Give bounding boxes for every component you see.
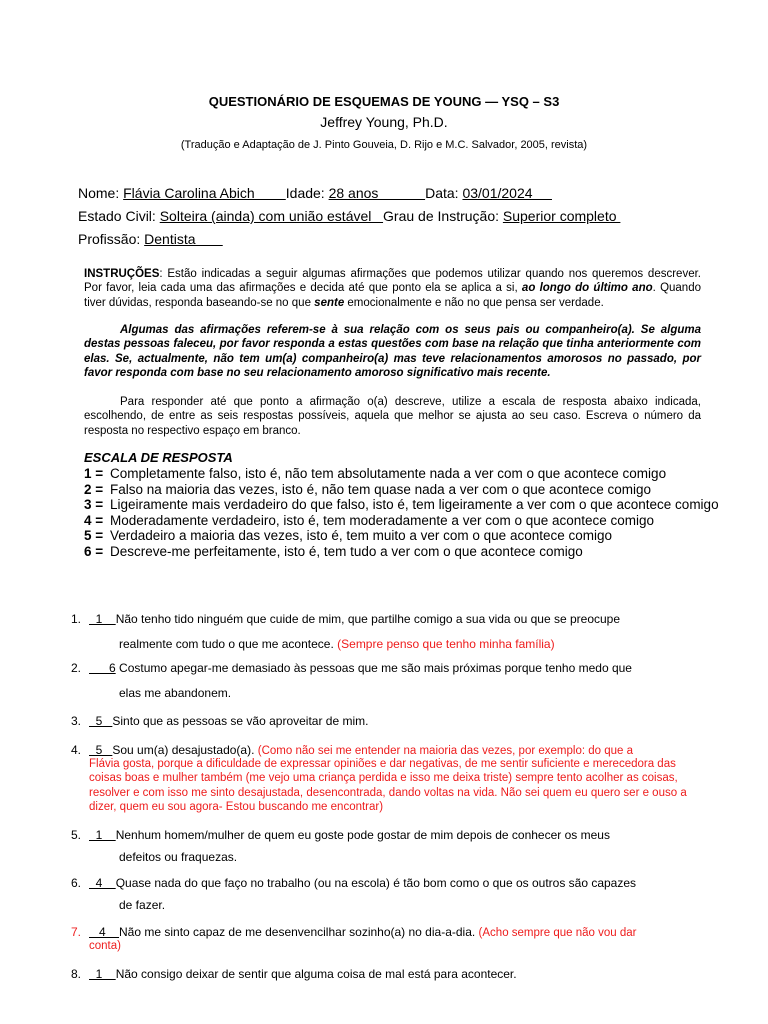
scale-text: Ligeiramente mais verdadeiro do que falso, isto é, tem ligeiramente a ver com o que acontece comigo	[110, 497, 719, 513]
question-answer[interactable]: 1	[89, 828, 116, 842]
instructions-response-text: Para responder até que ponto a afirmação o(a) descreve, utilize a escala de resposta abaixo indicada, escolhendo, de entre as seis respostas possíveis, aquela que melhor se ajusta ao seu caso. Escreva o número da resposta no respectivo espaço em branco.	[84, 396, 701, 437]
document-title: QUESTIONÁRIO DE ESQUEMAS DE YOUNG — YSQ – S3	[208, 94, 560, 109]
profissao-label: Profissão:	[78, 231, 145, 247]
question-number: 2.	[71, 661, 82, 675]
scale-title: ESCALA DE RESPOSTA	[84, 450, 233, 465]
question-text: Nenhum homem/mulher de quem eu goste pode gostar de mim depois de conhecer os meus	[115, 828, 610, 842]
instructions-text: . Quando tiver dúvidas, responda baseando-se no que	[84, 282, 701, 309]
question-number: 7.	[71, 925, 82, 939]
nome-label: Nome:	[78, 185, 124, 201]
question-text-continued: realmente com tudo o que me acontece.	[119, 637, 338, 651]
question-answer[interactable]: 4	[89, 925, 120, 939]
instructions-emphasis: ao longo do último ano	[521, 282, 653, 295]
document-author: Jeffrey Young, Ph.D.	[320, 114, 448, 130]
question-item	[71, 826, 701, 866]
question-number: 5.	[71, 828, 82, 842]
scale-item	[84, 513, 724, 529]
scale-key: 4 =	[84, 512, 104, 528]
instructions-paragraph	[84, 267, 701, 310]
question-text-continued: defeitos ou fraquezas.	[119, 850, 238, 864]
question-text-continued: de fazer.	[119, 898, 166, 912]
question-number: 3.	[71, 714, 82, 728]
scale-key: 1 =	[84, 466, 104, 481]
question-text: Não tenho tido ninguém que cuide de mim, que partilhe comigo a sua vida ou que se preocupe	[115, 612, 621, 626]
data-label: Data:	[425, 185, 463, 201]
scale-text: Verdadeiro a maioria das vezes, isto é, tem muito a ver com o que acontece comigo	[110, 528, 613, 544]
form-row-civil	[78, 208, 620, 224]
grau-instrucao-value: Superior completo	[502, 208, 621, 224]
idade-label: Idade:	[285, 185, 329, 201]
scale-text: Completamente falso, isto é, não tem absolutamente nada a ver com o que acontece comigo	[110, 466, 667, 481]
question-answer[interactable]: 1	[89, 967, 116, 981]
instructions-relationship-text: Algumas das afirmações referem-se à sua relação com os seus pais ou companheiro(a). Se alguma destas pessoas faleceu, por favor responda a estas questões com base na relação que tinha anteriormente com elas. Se, actualmente, não tem um(a) companheiro(a) mas teve relacionamentos amorosos no passado, por favor responda com base no seu relacionamento amoroso significativo mais recente.	[84, 324, 701, 379]
question-note-continued: Flávia gosta, porque a dificuldade de expressar opiniões e dar negativas, de me sentir suficiente e merecedora das coisas boas e mulher também (me vejo uma criança perdida e isso me deixa triste) sempre tento acolher as coisas, resolver e com isso me sinto desajustada, desencontrada, dando voltas na vida. Não sei quem eu quero ser e ouso a dizer, quem eu sou agora- Estou buscando me encontrar)	[89, 758, 687, 813]
instructions-text: emocionalmente e não no que pensa ser verdade.	[344, 296, 604, 309]
data-value: 03/01/2024	[462, 185, 552, 201]
question-number: 4.	[71, 743, 82, 757]
question-item	[71, 610, 701, 653]
instructions-label: INSTRUÇÕES	[84, 268, 160, 280]
nome-value: Flávia Carolina Abich	[123, 185, 286, 201]
estado-civil-value: Solteira (ainda) com união estável	[159, 208, 384, 224]
instructions-text: : Estão indicadas a seguir algumas afirmações que podemos utilizar quando nos queremos descrever. Por favor, leia cada uma das afirmações e decida até que ponto ela se aplica a si,	[84, 268, 701, 295]
scale-item	[84, 466, 724, 482]
form-row-profession	[78, 231, 223, 247]
question-answer[interactable]: 5	[89, 743, 113, 757]
grau-instrucao-label: Grau de Instrução:	[383, 208, 503, 224]
instructions-relationship-paragraph	[84, 323, 701, 380]
instructions-emphasis: sente	[314, 296, 345, 309]
question-text: Não me sinto capaz de me desenvencilhar sozinho(a) no dia-a-dia.	[119, 925, 479, 939]
scale-text: Falso na maioria das vezes, isto é, não tem quase nada a ver com o que acontece comigo	[110, 481, 652, 497]
profissao-value: Dentista	[144, 231, 223, 247]
scale-item	[84, 482, 724, 498]
question-note: (Sempre penso que tenho minha família)	[337, 637, 555, 651]
scale-key: 3 =	[84, 497, 104, 513]
scale-key: 6 =	[84, 543, 104, 559]
question-item	[71, 712, 701, 730]
question-item	[71, 659, 701, 702]
instructions-response-paragraph	[84, 395, 701, 438]
question-number: 8.	[71, 967, 82, 981]
question-item	[71, 874, 701, 914]
document-subtitle: (Tradução e Adaptação de J. Pinto Gouveia, D. Rijo e M.C. Salvador, 2005, revista)	[180, 139, 588, 151]
question-number: 6.	[71, 876, 82, 890]
scale-key: 5 =	[84, 528, 104, 544]
question-answer[interactable]: 6	[89, 661, 116, 675]
question-text: Não consigo deixar de sentir que alguma coisa de mal está para acontecer.	[115, 967, 517, 981]
scale-item	[84, 497, 724, 513]
question-answer[interactable]: 4	[89, 876, 116, 890]
question-note-continued: conta)	[89, 940, 121, 952]
question-text: Quase nada do que faço no trabalho (ou na escola) é tão bom como o que os outros são capazes	[115, 876, 637, 890]
estado-civil-label: Estado Civil:	[78, 208, 160, 224]
question-text: Sinto que as pessoas se vão aproveitar de mim.	[112, 714, 369, 728]
scale-text: Descreve-me perfeitamente, isto é, tem tudo a ver com o que acontece comigo	[110, 543, 583, 559]
form-row-identification	[78, 185, 552, 201]
idade-value: 28 anos	[328, 185, 426, 201]
question-text: Costumo apegar-me demasiado às pessoas que me são mais próximas porque tenho medo que	[115, 661, 632, 675]
scale-item	[84, 528, 724, 544]
response-scale	[84, 466, 724, 560]
question-note: (Acho sempre que não vou dar	[478, 927, 637, 939]
scale-text: Moderadamente verdadeiro, isto é, tem moderadamente a ver com o que acontece comigo	[110, 512, 655, 528]
scale-item	[84, 544, 724, 560]
question-text-continued: elas me abandonem.	[119, 686, 232, 700]
question-text: Sou um(a) desajustado(a).	[112, 743, 258, 757]
scale-key: 2 =	[84, 481, 104, 497]
question-item	[71, 965, 701, 983]
question-number: 1.	[71, 612, 82, 626]
question-answer[interactable]: 5	[89, 714, 113, 728]
question-answer[interactable]: 1	[89, 612, 116, 626]
question-note: (Como não sei me entender na maioria das vezes, por exemplo: do que a	[257, 745, 633, 757]
